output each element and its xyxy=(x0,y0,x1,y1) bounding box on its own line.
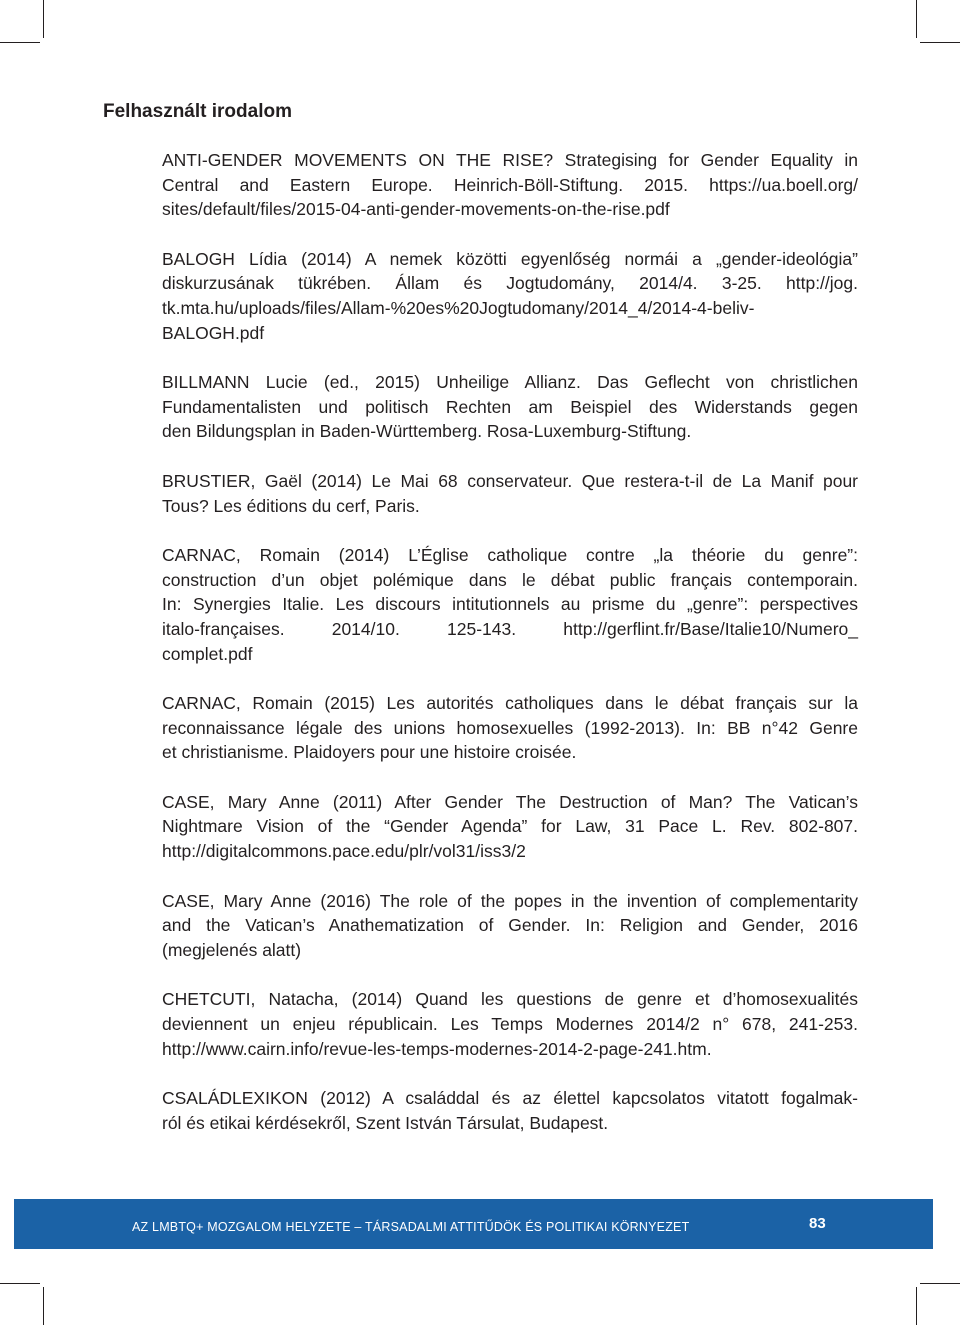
reference-line: Central and Eastern Europe. Heinrich-Böll-Stiftung. 2015. https://ua.boell.org/ xyxy=(162,174,858,195)
reference-line: In: Synergies Italie. Les discours intitutionnels au prisme du „genre”: perspectives xyxy=(162,594,858,615)
reference-entry xyxy=(162,247,858,345)
reference-entry xyxy=(162,370,858,444)
reference-line: deviennent un enjeu républicain. Les Temps Modernes 2014/2 n° 678, 241-253. xyxy=(162,1014,858,1035)
crop-mark-top-left xyxy=(43,0,44,38)
reference-line: diskurzusának tükrében. Állam és Jogtudomány, 2014/4. 3-25. http://jog. xyxy=(162,273,858,294)
reference-line: ról és etikai kérdésekről, Szent István Társulat, Budapest. xyxy=(162,1112,609,1133)
reference-line: CARNAC, Romain (2015) Les autorités catholiques dans le débat français sur la xyxy=(162,693,858,714)
crop-mark-bottom-right xyxy=(916,1287,917,1325)
section-title: Felhasznált irodalom xyxy=(103,101,292,122)
reference-entry xyxy=(162,543,858,666)
reference-line: et christianisme. Plaidoyers pour une histoire croisée. xyxy=(162,742,577,763)
reference-entry xyxy=(162,987,858,1061)
reference-line: reconnaissance légale des unions homosexuelles (1992-2013). In: BB n°42 Genre xyxy=(162,717,858,738)
reference-line: BRUSTIER, Gaël (2014) Le Mai 68 conservateur. Que restera-t-il de La Manif pour xyxy=(162,470,858,491)
reference-line: complet.pdf xyxy=(162,643,253,664)
reference-entry xyxy=(162,1086,858,1135)
reference-entry xyxy=(162,691,858,765)
reference-line: BALOGH Lídia (2014) A nemek közötti egyenlőség normái a „gender-ideológia” xyxy=(162,248,858,269)
reference-line: sites/default/files/2015-04-anti-gender-movements-on-the-rise.pdf xyxy=(162,199,670,220)
reference-line: CASE, Mary Anne (2011) After Gender The Destruction of Man? The Vatican’s xyxy=(162,791,858,812)
reference-line: CASE, Mary Anne (2016) The role of the popes in the invention of complementarity xyxy=(162,890,858,911)
reference-entry xyxy=(162,469,858,518)
reference-line: construction d’un objet polémique dans le débat public français contemporain. xyxy=(162,569,858,590)
reference-line: BILLMANN Lucie (ed., 2015) Unheilige Allianz. Das Geflecht von christlichen xyxy=(162,372,858,393)
reference-line: ANTI-GENDER MOVEMENTS ON THE RISE? Strategising for Gender Equality in xyxy=(162,150,858,170)
reference-line: CSALÁDLEXIKON (2012) A családdal és az élettel kapcsolatos vitatott fogalmak- xyxy=(162,1088,858,1109)
reference-line: (megjelenés alatt) xyxy=(162,939,302,960)
reference-line: italo-françaises. 2014/10. 125-143. http://gerflint.fr/Base/Italie10/Numero_ xyxy=(162,618,858,639)
crop-mark-bottom-left xyxy=(43,1287,44,1325)
reference-line: BALOGH.pdf xyxy=(162,322,265,343)
crop-mark-bottom-left-h xyxy=(0,1283,40,1284)
reference-line: http://digitalcommons.pace.edu/plr/vol31/iss3/2 xyxy=(162,841,526,862)
page-number: 83 xyxy=(809,1215,826,1232)
reference-line: and the Vatican’s Anathematization of Gender. In: Religion and Gender, 2016 xyxy=(162,915,858,936)
running-title: AZ LMBTQ+ MOZGALOM HELYZETE – TÁRSADALMI ATTITŰDÖK ÉS POLITIKAI KÖRNYEZET xyxy=(132,1220,690,1234)
reference-line: Tous? Les éditions du cerf, Paris. xyxy=(162,495,420,516)
reference-line: den Bildungsplan in Baden-Württemberg. Rosa-Luxemburg-Stiftung. xyxy=(162,421,692,442)
reference-entry xyxy=(162,790,858,864)
reference-line: Nightmare Vision of the “Gender Agenda” for Law, 31 Pace L. Rev. 802-807. xyxy=(162,816,858,837)
crop-mark-top-right xyxy=(916,0,917,38)
reference-list xyxy=(162,148,858,1160)
crop-mark-top-right-h xyxy=(920,42,960,43)
reference-line: Fundamentalisten und politisch Rechten am Beispiel des Widerstands gegen xyxy=(162,396,858,417)
footer-bar xyxy=(14,1199,933,1249)
reference-line: tk.mta.hu/uploads/files/Allam-%20es%20Jogtudomany/2014_4/2014-4-beliv- xyxy=(162,297,755,318)
reference-line: http://www.cairn.info/revue-les-temps-modernes-2014-2-page-241.htm. xyxy=(162,1038,712,1059)
reference-line: CARNAC, Romain (2014) L’Église catholique contre „la théorie du genre”: xyxy=(162,545,858,566)
reference-entry xyxy=(162,889,858,963)
reference-line: CHETCUTI, Natacha, (2014) Quand les questions de genre et d’homosexualités xyxy=(162,989,858,1010)
reference-entry xyxy=(162,148,858,222)
crop-mark-bottom-right-h xyxy=(920,1283,960,1284)
crop-mark-top-left-h xyxy=(0,42,40,43)
